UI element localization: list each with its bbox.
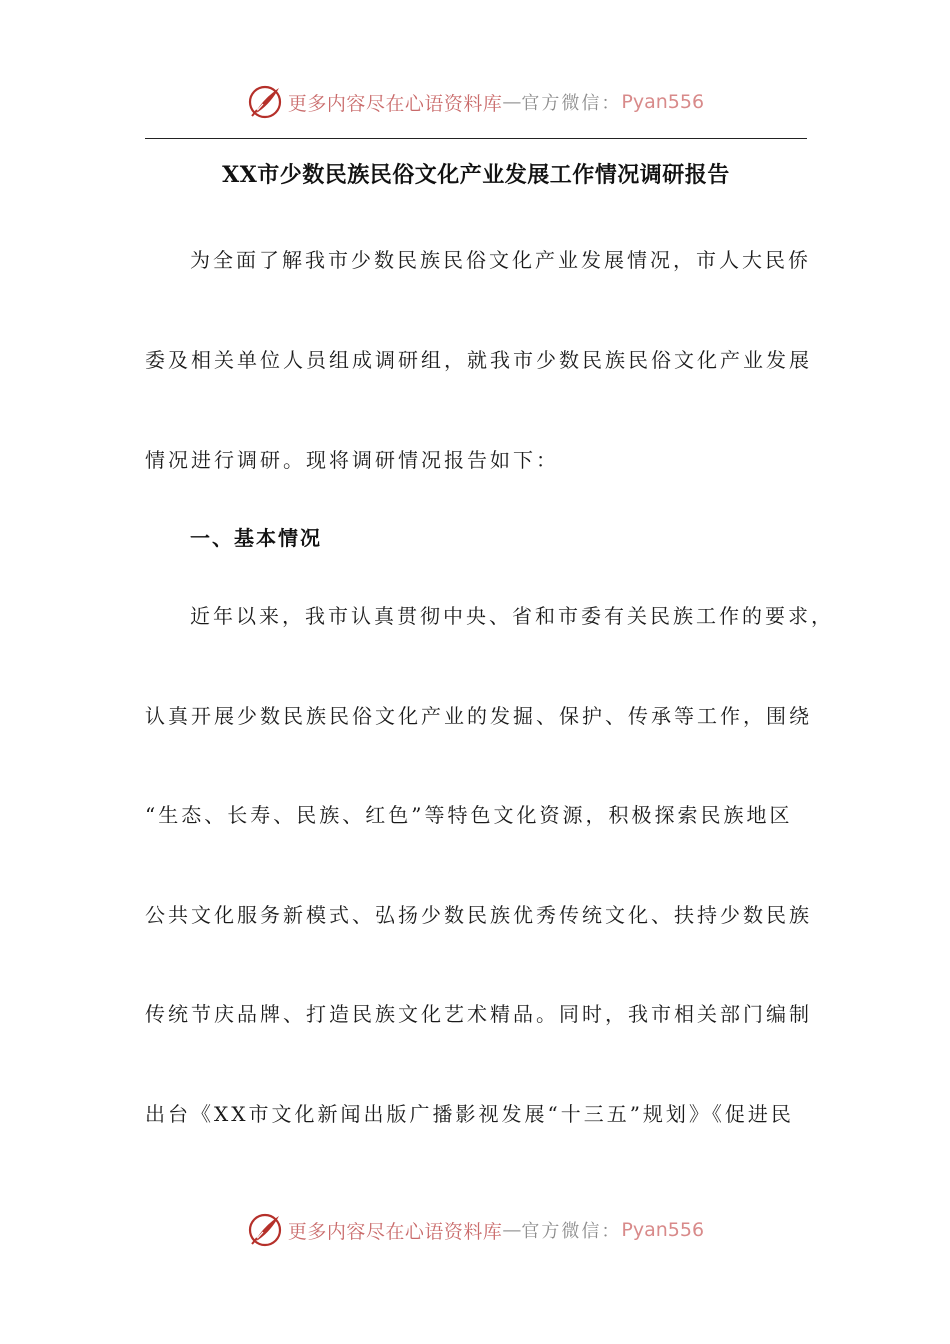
promo-text: 更多内容尽在心语资料库 xyxy=(287,1220,503,1243)
header-banner xyxy=(0,80,950,124)
paragraph-line: 情况进行调研。现将调研情况报告如下： xyxy=(145,448,559,472)
paragraph-line: 委及相关单位人员组成调研组，就我市少数民族民俗文化产业发展 xyxy=(145,348,812,372)
paragraph-line: 认真开展少数民族民俗文化产业的发掘、保护、传承等工作，围绕 xyxy=(145,704,812,728)
paragraph-line: “生态、长寿、民族、红色”等特色文化资源，积极探索民族地区 xyxy=(145,803,793,827)
wechat-label: 官方微信： xyxy=(521,1221,622,1242)
quill-pen-logo-icon xyxy=(246,83,284,121)
quill-pen-logo-icon xyxy=(246,1211,284,1249)
paragraph-line: 近年以来，我市认真贯彻中央、省和市委有关民族工作的要求， xyxy=(190,604,834,628)
wechat-label: 官方微信： xyxy=(521,93,622,114)
document-title: XX市少数民族民俗文化产业发展工作情况调研报告 xyxy=(222,162,730,188)
paragraph-line: 为全面了解我市少数民族民俗文化产业发展情况，市人大民侨 xyxy=(190,248,811,272)
footer-banner xyxy=(0,1208,950,1252)
paragraph-line: 公共文化服务新模式、弘扬少数民族优秀传统文化、扶持少数民族 xyxy=(145,903,812,927)
wechat-id: Pyan556 xyxy=(621,1219,705,1241)
banner-separator: — xyxy=(502,1219,522,1241)
paragraph-line: 出台《XX市文化新闻出版广播影视发展“十三五”规划》《促进民 xyxy=(145,1102,794,1126)
banner-separator: — xyxy=(502,91,522,113)
promo-text: 更多内容尽在心语资料库 xyxy=(287,92,503,115)
section-heading: 一、基本情况 xyxy=(190,526,322,550)
wechat-id: Pyan556 xyxy=(621,91,705,113)
header-divider xyxy=(145,138,807,139)
paragraph-line: 传统节庆品牌、打造民族文化艺术精品。同时，我市相关部门编制 xyxy=(145,1002,812,1026)
